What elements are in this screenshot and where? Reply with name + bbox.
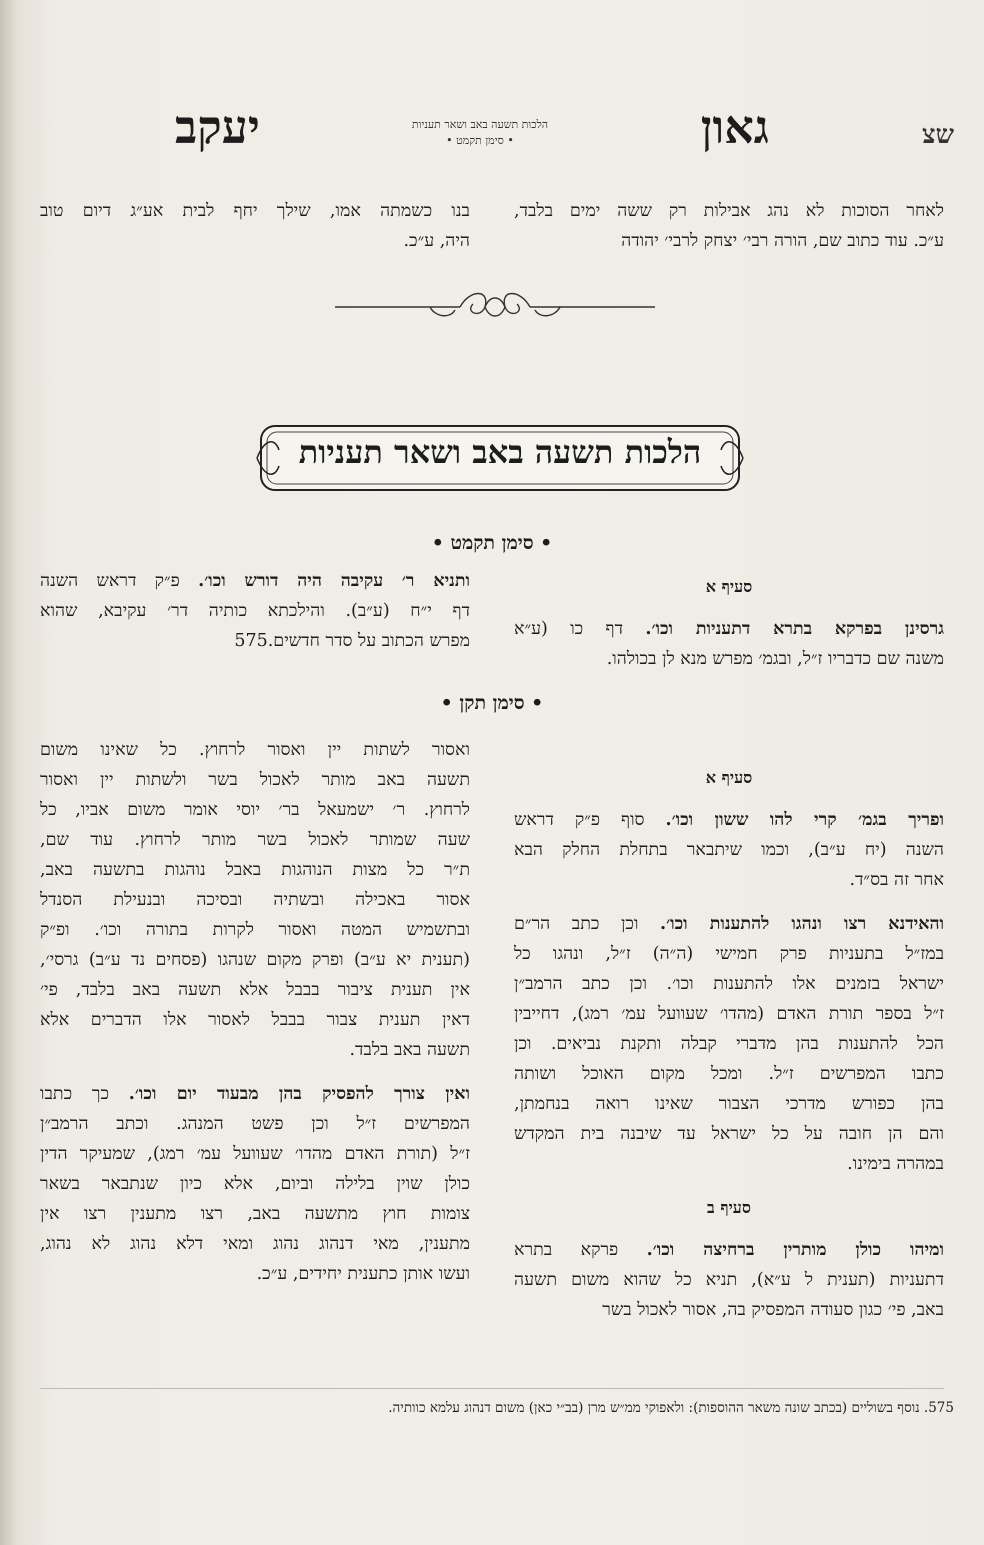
text-line: הכל להתענות בהן מדברי קבלה ותקנת נביאים. וכן xyxy=(514,1034,944,1054)
text-line: והם הן חובה על כל ישראל עד שיבנה בית המקדש xyxy=(514,1124,944,1144)
ornament-divider xyxy=(330,282,660,332)
text-line: כתבו המפרשים ז״ל. ומכל מקום האוכל ושותה xyxy=(514,1064,944,1084)
siman2-right-column xyxy=(514,763,944,1339)
seif-heading: סעיף א xyxy=(705,768,753,787)
text-line: ובתשמיש המטה ואסור לקרות בתורה וכו׳. ופ״ק xyxy=(40,920,470,940)
text-line: תשעה באב מותר לאכול בשר ולשתות יין ואסור xyxy=(40,770,470,790)
top-right-column xyxy=(514,196,944,270)
seif-heading: סעיף א xyxy=(705,577,753,596)
text-line: ואסור לשתות יין ואסור לרחוץ. כל שאינו משום xyxy=(40,740,470,760)
text-line: היה, ע״כ. xyxy=(403,231,470,251)
lead-phrase: ופריך בגמ׳ קרי להו ששון וכו׳. xyxy=(665,810,944,830)
footnote: 575. נוסף בשוליים (בכתב שונה משאר ההוספות): ולאפוקי ממ״ש מרן (בב״י כאן) משום דנהוג עלמא כוותיה. xyxy=(388,1400,954,1416)
siman-heading: • סימן תקן • xyxy=(440,692,544,714)
text-line: המפרשים ז״ל וכן פשט המנהג. וכתב הרמב״ן xyxy=(40,1114,470,1134)
paragraph xyxy=(40,196,470,256)
paragraph xyxy=(514,196,944,256)
text-line: והאידנא רצו ונהגו להתענות וכו׳. וכן כתב הר״ם xyxy=(514,914,944,934)
text-line: דתעניות (תענית ל ע״א), תניא כל שהוא משום תשעה xyxy=(514,1270,944,1290)
section-title: הלכות תשעה באב ושאר תעניות xyxy=(298,433,702,471)
text-line: בהן כפורש מדרכי הצבור שאינו רואה בנחמתן, xyxy=(514,1094,944,1114)
siman1-left-column xyxy=(40,566,470,670)
paragraph xyxy=(514,763,944,895)
text-line: מתענין, מאי דנהוג נהוג ומאי דלא נהוג לא נהוג, xyxy=(40,1234,470,1254)
text-line: דאין תענית צבור בבבל לאסור אלו הדברים אלא xyxy=(40,1010,470,1030)
lead-phrase: והאידנא רצו ונהגו להתענות וכו׳. xyxy=(659,914,944,934)
siman2-left-column xyxy=(40,735,470,1303)
paragraph xyxy=(514,572,944,674)
lead-phrase: ומיהו כולן מותרין ברחיצה וכו׳. xyxy=(646,1240,944,1260)
lead-phrase: גרסינן בפרקא בתרא דתעניות וכו׳. xyxy=(645,619,944,639)
text-line: ואין צורך להפסיק בהן מבעוד יום וכו׳. כך כתבו xyxy=(40,1084,470,1104)
text-line: אסור באכילה ובשתיה ובסיכה ובנעילת הסנדל xyxy=(40,890,470,910)
running-siman: • סימן תקמט • xyxy=(446,134,514,147)
text-line: בנו כשמתה אמו, שילך יחף לבית אע״ג דיום טוב xyxy=(40,201,470,221)
text-line: גרסינן בפרקא בתרא דתעניות וכו׳. דף כו (ע״א xyxy=(514,619,944,639)
text-line: ופריך בגמ׳ קרי להו ששון וכו׳. סוף פ״ק דראש xyxy=(514,810,944,830)
page-number: שצ xyxy=(921,120,954,150)
text-line: במז״ל בתעניות פרק חמישי (ה״ה) ז״ל, ונהגו כל xyxy=(514,944,944,964)
text-line: אין תענית ציבור בבבל אלא תשעה באב בלבד, פי׳ xyxy=(40,980,470,1000)
running-title-text: הלכות תשעה באב ושאר תעניות xyxy=(411,118,549,131)
text-line: כולן שוין בלילה וביום, אלא כיון שנתבאר בשאר xyxy=(40,1174,470,1194)
running-header-right: גאון xyxy=(700,100,769,154)
text-line: השנה (יח ע״ב), וכמו שיתבאר בתחלת החלק הבא xyxy=(514,840,944,860)
text-line: לרחוץ. ר׳ ישמעאל בר׳ יוסי אומר משום אביו, כל xyxy=(40,800,470,820)
paragraph xyxy=(514,909,944,1179)
paragraph xyxy=(40,566,470,656)
lead-phrase: ותניא ר׳ עקיבה היה דורש וכו׳. xyxy=(198,571,470,591)
siman-heading: • סימן תקמט • xyxy=(431,532,553,554)
text-line: ע״כ. עוד כתוב שם, הורה רבי׳ יצחק לרבי׳ יהודה xyxy=(621,231,944,251)
text-line: באב, פי׳ כגון סעודה המפסיק בה, אסור לאכול בשר xyxy=(602,1300,944,1320)
paragraph xyxy=(40,735,470,1065)
paragraph xyxy=(40,1079,470,1289)
text-line: לאחר הסוכות לא נהג אבילות רק ששה ימים בלבד, xyxy=(514,201,944,221)
text-line: ישראל בזמנים אלו להתענות וכו׳. וכן כתב הרמב״ן xyxy=(514,974,944,994)
text-line: ז״ל בספר תורת האדם (מהדו׳ שעוועל עמ׳ רמג), דחייבין xyxy=(514,1004,944,1024)
text-line: ת״ר כל מצות הנוהגות באבל נוהגות בתשעה באב, xyxy=(40,860,470,880)
running-header-left: יעקב xyxy=(175,100,260,154)
text-line: צומות חוץ מתשעה באב, רצו מתענין רצו אין xyxy=(40,1204,470,1224)
text-line: ומיהו כולן מותרין ברחיצה וכו׳. פרקא בתרא xyxy=(514,1240,944,1260)
text-line: דף י״ח (ע״ב). והילכתא כותיה דר׳ עקיבא, שהוא xyxy=(40,601,470,621)
siman1-right-column xyxy=(514,572,944,688)
lead-phrase: ואין צורך להפסיק בהן מבעוד יום וכו׳. xyxy=(128,1084,470,1104)
paragraph xyxy=(514,1193,944,1325)
text-line: ז״ל (תורת האדם מהדו׳ שעוועל עמ׳ רמג), שמעיקר הדין xyxy=(40,1144,470,1164)
text-line: שעה שמותר לאכול בשר מותר לרחוץ. עוד שם, xyxy=(40,830,470,850)
text-line: תשעה באב בלבד. xyxy=(349,1040,470,1060)
text-line: (תענית יא ע״ב) ופרק מקום שנהגו (פסחים נד ע״ב) גרסי׳, xyxy=(40,950,470,970)
text-line: במהרה בימינו. xyxy=(847,1154,944,1174)
footnote-divider xyxy=(40,1388,944,1389)
text-line: משנה שם כדבריו ז״ל, ובגמ׳ מפרש מנא לן בכולהו. xyxy=(606,649,944,669)
seif-heading: סעיף ב xyxy=(707,1198,751,1217)
text-line: אחר זה בס״ד. xyxy=(849,870,944,890)
text-line: ועשו אותן כתענית יחידים, ע״כ. xyxy=(256,1264,470,1284)
top-left-column xyxy=(40,196,470,270)
text-line: ותניא ר׳ עקיבה היה דורש וכו׳. פ״ק דראש השנה xyxy=(40,571,470,591)
running-title xyxy=(380,117,580,149)
text-line: מפרש הכתוב על סדר חדשים.575 xyxy=(234,631,470,651)
